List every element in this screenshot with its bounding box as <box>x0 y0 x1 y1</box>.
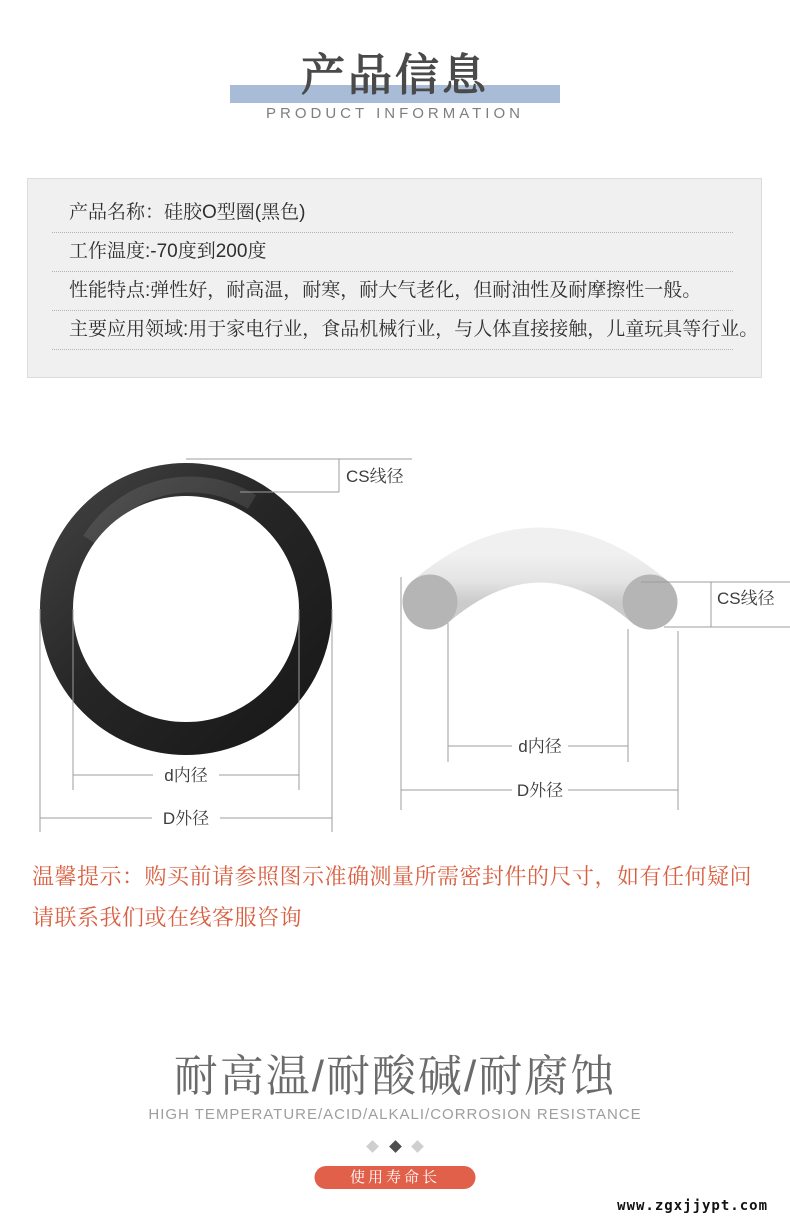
diamond-icon <box>366 1140 379 1153</box>
oring-dimension-diagram <box>0 430 790 842</box>
left-outer-diameter-label: D外径 <box>162 809 210 828</box>
spec-row-product-name: 产品名称：硅胶O型圈(黑色) <box>52 194 733 233</box>
spec-row-working-temperature: 工作温度:-70度到200度 <box>52 233 733 272</box>
page-title: 产品信息 <box>301 51 489 100</box>
oring-section-view <box>403 555 678 630</box>
left-inner-diameter-label: d内径 <box>164 766 208 785</box>
oring-front-view <box>57 480 316 739</box>
product-spec-box <box>27 178 762 378</box>
right-inner-diameter-label: d内径 <box>518 737 562 756</box>
website-url: www.zgxjjypt.com <box>617 1198 768 1214</box>
slogan-title: 耐高温/耐酸碱/耐腐蚀 <box>173 1052 617 1101</box>
diamond-icon <box>411 1140 424 1153</box>
diamond-icon <box>389 1140 402 1153</box>
left-outer-diameter-callout <box>40 609 332 832</box>
right-outer-diameter-label: D外径 <box>516 781 564 800</box>
spec-row-performance: 性能特点:弹性好，耐高温，耐寒，耐大气老化，但耐油性及耐摩擦性一般。 <box>52 272 733 311</box>
diamond-divider <box>0 1142 790 1151</box>
spec-row-applications: 主要应用领域:用于家电行业，食品机械行业，与人体直接接触，儿童玩具等行业。 <box>52 311 733 350</box>
page-subtitle: PRODUCT INFORMATION <box>266 105 524 122</box>
slogan-subtitle: HIGH TEMPERATURE/ACID/ALKALI/CORROSION RESISTANCE <box>148 1106 642 1123</box>
right-cs-label: CS线径 <box>717 589 775 608</box>
warm-notice-text: 温馨提示：购买前请参照图示准确测量所需密封件的尺寸，如有任何疑问请联系我们或在线客服咨询 <box>32 864 753 930</box>
right-inner-diameter-callout <box>448 623 628 762</box>
lifespan-badge: 使用寿命长 <box>315 1166 476 1189</box>
left-cs-label: CS线径 <box>346 467 404 486</box>
